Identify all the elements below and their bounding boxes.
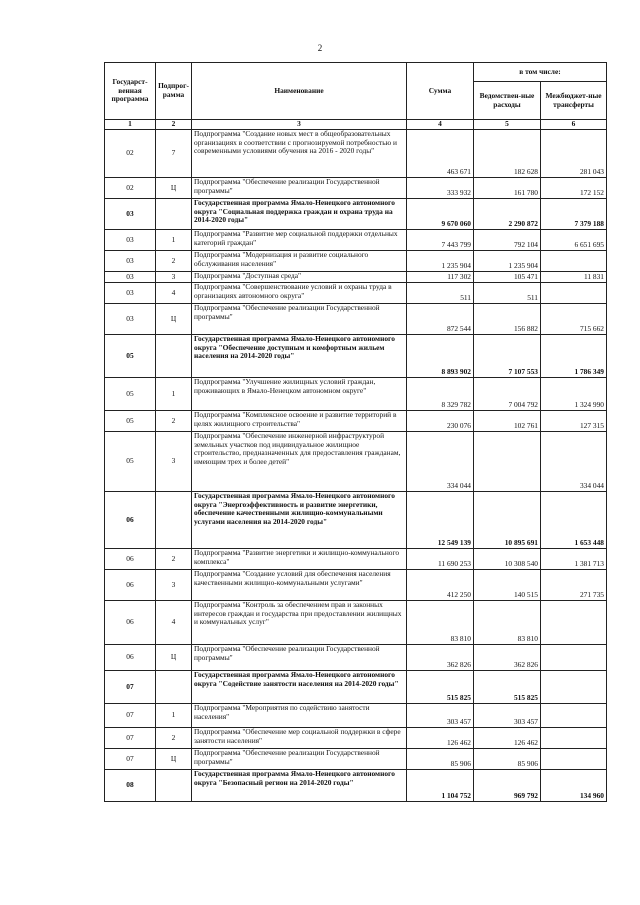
table-row: [105, 770, 607, 802]
sum-cell: 303 457: [407, 704, 474, 728]
column-number: 5: [474, 120, 541, 130]
program-code-cell: 07: [105, 749, 156, 770]
departmental-cell: 7 107 553: [474, 335, 541, 378]
name-cell: Подпрограмма "Обеспечение инженерной инфраструктурой земельных участков под индивидуальное жилищное строительство, предназначенных для предоставления гражданам, имеющим трех и более детей": [192, 432, 407, 492]
program-code-cell: 05: [105, 432, 156, 492]
transfers-cell: 6 651 695: [541, 230, 607, 251]
program-code-cell: 03: [105, 304, 156, 335]
sum-cell: 362 826: [407, 645, 474, 671]
subprogram-code-cell: 2: [156, 411, 192, 432]
name-cell: Подпрограмма "Обеспечение реализации Государственной программы": [192, 304, 407, 335]
program-code-cell: 08: [105, 770, 156, 802]
name-cell: Подпрограмма "Создание новых мест в общеобразовательных организациях в соответствии с прогнозируемой потребностью и современными условиями обучения на 2016 - 2020 годы": [192, 130, 407, 178]
program-code-cell: 03: [105, 283, 156, 304]
departmental-cell: 182 628: [474, 130, 541, 178]
program-code-cell: 07: [105, 704, 156, 728]
sum-cell: 83 810: [407, 601, 474, 645]
departmental-cell: 10 308 540: [474, 549, 541, 570]
departmental-cell: 126 462: [474, 728, 541, 749]
departmental-cell: 515 825: [474, 671, 541, 704]
departmental-cell: 303 457: [474, 704, 541, 728]
departmental-cell: [474, 432, 541, 492]
subprogram-code-cell: [156, 770, 192, 802]
sum-cell: 8 329 782: [407, 378, 474, 411]
name-cell: Государственная программа Ямало-Ненецкого автономного округа "Социальная поддержка граждан и охрана труда на 2014-2020 годы": [192, 199, 407, 230]
column-number: 6: [541, 120, 607, 130]
sum-cell: 12 549 139: [407, 492, 474, 549]
table-row: [105, 230, 607, 251]
transfers-cell: 172 152: [541, 178, 607, 199]
transfers-cell: [541, 728, 607, 749]
departmental-cell: 1 235 904: [474, 251, 541, 272]
table-row: [105, 411, 607, 432]
sum-cell: 412 250: [407, 570, 474, 601]
program-code-cell: 03: [105, 272, 156, 283]
subprogram-code-cell: [156, 492, 192, 549]
program-code-cell: 06: [105, 492, 156, 549]
name-cell: Подпрограмма "Совершенствование условий и охраны труда в организациях автономного округа": [192, 283, 407, 304]
departmental-cell: 2 290 872: [474, 199, 541, 230]
program-code-cell: 05: [105, 411, 156, 432]
table-row: [105, 130, 607, 178]
table-row: [105, 283, 607, 304]
table-body: [105, 130, 607, 802]
header-departmental: Ведомствен-ные расходы: [474, 82, 541, 120]
table-row: [105, 304, 607, 335]
page-number: 2: [317, 43, 323, 53]
transfers-cell: 334 044: [541, 432, 607, 492]
table-row: [105, 272, 607, 283]
name-cell: Подпрограмма "Обеспечение мер социальной поддержки в сфере занятости населения": [192, 728, 407, 749]
subprogram-code-cell: 7: [156, 130, 192, 178]
column-number: 4: [407, 120, 474, 130]
subprogram-code-cell: Ц: [156, 178, 192, 199]
subprogram-code-cell: [156, 671, 192, 704]
header-including: в том числе:: [474, 63, 607, 82]
subprogram-code-cell: Ц: [156, 749, 192, 770]
subprogram-code-cell: 4: [156, 283, 192, 304]
name-cell: Государственная программа Ямало-Ненецкого автономного округа "Содействие занятости населения на 2014-2020 годы": [192, 671, 407, 704]
program-code-cell: 06: [105, 549, 156, 570]
program-code-cell: 03: [105, 230, 156, 251]
subprogram-code-cell: 1: [156, 230, 192, 251]
transfers-cell: 127 315: [541, 411, 607, 432]
transfers-cell: 7 379 188: [541, 199, 607, 230]
table-row: [105, 378, 607, 411]
name-cell: Подпрограмма "Доступная среда": [192, 272, 407, 283]
transfers-cell: [541, 645, 607, 671]
column-number: 3: [192, 120, 407, 130]
table-row: [105, 335, 607, 378]
table-row: [105, 492, 607, 549]
name-cell: Подпрограмма "Создание условий для обеспечения населения качественными жилищно-коммунальными услугами": [192, 570, 407, 601]
column-number-row: [105, 120, 607, 130]
name-cell: Подпрограмма "Контроль за обеспечением прав и законных интересов граждан и государства при предоставлении жилищных и коммунальных услуг": [192, 601, 407, 645]
transfers-cell: [541, 601, 607, 645]
table-row: [105, 549, 607, 570]
program-code-cell: 03: [105, 199, 156, 230]
name-cell: Государственная программа Ямало-Ненецкого автономного округа "Энергоэффективность и развитие энергетики, обеспечение качественными жилищно-коммунальными услугами населения на 2014-2020 годы": [192, 492, 407, 549]
table-row: [105, 671, 607, 704]
transfers-cell: 11 831: [541, 272, 607, 283]
subprogram-code-cell: Ц: [156, 304, 192, 335]
sum-cell: 230 076: [407, 411, 474, 432]
transfers-cell: [541, 251, 607, 272]
name-cell: Подпрограмма "Мероприятия по содействию занятости населения": [192, 704, 407, 728]
program-code-cell: 02: [105, 178, 156, 199]
sum-cell: 126 462: [407, 728, 474, 749]
subprogram-code-cell: 3: [156, 432, 192, 492]
sum-cell: 511: [407, 283, 474, 304]
name-cell: Подпрограмма "Обеспечение реализации Государственной программы": [192, 749, 407, 770]
name-cell: Государственная программа Ямало-Ненецкого автономного округа "Безопасный регион на 2014-2020 годы": [192, 770, 407, 802]
column-number: 1: [105, 120, 156, 130]
departmental-cell: 969 792: [474, 770, 541, 802]
subprogram-code-cell: 3: [156, 272, 192, 283]
sum-cell: 872 544: [407, 304, 474, 335]
subprogram-code-cell: 4: [156, 601, 192, 645]
sum-cell: 85 906: [407, 749, 474, 770]
subprogram-code-cell: Ц: [156, 645, 192, 671]
program-code-cell: 06: [105, 601, 156, 645]
transfers-cell: 1 653 448: [541, 492, 607, 549]
name-cell: Государственная программа Ямало-Ненецкого автономного округа "Обеспечение доступным и комфортным жильем населения на 2014-2020 годы": [192, 335, 407, 378]
sum-cell: 11 690 253: [407, 549, 474, 570]
header-sum: Сумма: [407, 63, 474, 120]
transfers-cell: 134 960: [541, 770, 607, 802]
column-number: 2: [156, 120, 192, 130]
subprogram-code-cell: 3: [156, 570, 192, 601]
sum-cell: 117 302: [407, 272, 474, 283]
departmental-cell: 792 104: [474, 230, 541, 251]
table-row: [105, 645, 607, 671]
name-cell: Подпрограмма "Развитие энергетики и жилищно-коммунального комплекса": [192, 549, 407, 570]
header-program: Государст-венная программа: [105, 63, 156, 120]
program-code-cell: 06: [105, 645, 156, 671]
sum-cell: 334 044: [407, 432, 474, 492]
sum-cell: 7 443 799: [407, 230, 474, 251]
table-row: [105, 178, 607, 199]
table-row: [105, 199, 607, 230]
program-code-cell: 03: [105, 251, 156, 272]
table-row: [105, 570, 607, 601]
transfers-cell: 1 324 990: [541, 378, 607, 411]
sum-cell: 463 671: [407, 130, 474, 178]
transfers-cell: 1 786 349: [541, 335, 607, 378]
subprogram-code-cell: 1: [156, 704, 192, 728]
subprogram-code-cell: [156, 199, 192, 230]
program-code-cell: 07: [105, 671, 156, 704]
departmental-cell: 83 810: [474, 601, 541, 645]
table-row: [105, 251, 607, 272]
departmental-cell: 161 780: [474, 178, 541, 199]
name-cell: Подпрограмма "Модернизация и развитие социального обслуживания населения": [192, 251, 407, 272]
departmental-cell: 105 471: [474, 272, 541, 283]
header-subprogram: Подпрог-рамма: [156, 63, 192, 120]
table-row: [105, 728, 607, 749]
table-row: [105, 749, 607, 770]
header-transfers: Межбюджет-ные трансферты: [541, 82, 607, 120]
transfers-cell: 281 043: [541, 130, 607, 178]
program-code-cell: 05: [105, 335, 156, 378]
subprogram-code-cell: 1: [156, 378, 192, 411]
program-code-cell: 06: [105, 570, 156, 601]
sum-cell: 1 104 752: [407, 770, 474, 802]
departmental-cell: 85 906: [474, 749, 541, 770]
header-name: Наименование: [192, 63, 407, 120]
subprogram-code-cell: 2: [156, 549, 192, 570]
subprogram-code-cell: 2: [156, 251, 192, 272]
name-cell: Подпрограмма "Комплексное освоение и развитие территорий в целях жилищного строительства": [192, 411, 407, 432]
name-cell: Подпрограмма "Улучшение жилищных условий граждан, проживающих в Ямало-Ненецком автономном округе": [192, 378, 407, 411]
program-code-cell: 02: [105, 130, 156, 178]
sum-cell: 515 825: [407, 671, 474, 704]
table-row: [105, 432, 607, 492]
sum-cell: 8 893 902: [407, 335, 474, 378]
departmental-cell: 7 004 792: [474, 378, 541, 411]
transfers-cell: [541, 749, 607, 770]
budget-table: [104, 62, 607, 802]
departmental-cell: 362 826: [474, 645, 541, 671]
table-row: [105, 704, 607, 728]
transfers-cell: [541, 704, 607, 728]
subprogram-code-cell: [156, 335, 192, 378]
sum-cell: 333 932: [407, 178, 474, 199]
name-cell: Подпрограмма "Обеспечение реализации Государственной программы": [192, 645, 407, 671]
table-row: [105, 601, 607, 645]
departmental-cell: 102 761: [474, 411, 541, 432]
departmental-cell: 511: [474, 283, 541, 304]
transfers-cell: 271 735: [541, 570, 607, 601]
departmental-cell: 156 882: [474, 304, 541, 335]
transfers-cell: 1 381 713: [541, 549, 607, 570]
name-cell: Подпрограмма "Развитие мер социальной поддержки отдельных категорий граждан": [192, 230, 407, 251]
sum-cell: 9 670 060: [407, 199, 474, 230]
departmental-cell: 10 895 691: [474, 492, 541, 549]
transfers-cell: 715 662: [541, 304, 607, 335]
transfers-cell: [541, 283, 607, 304]
transfers-cell: [541, 671, 607, 704]
subprogram-code-cell: 2: [156, 728, 192, 749]
sum-cell: 1 235 904: [407, 251, 474, 272]
name-cell: Подпрограмма "Обеспечение реализации Государственной программы": [192, 178, 407, 199]
program-code-cell: 05: [105, 378, 156, 411]
departmental-cell: 140 515: [474, 570, 541, 601]
program-code-cell: 07: [105, 728, 156, 749]
